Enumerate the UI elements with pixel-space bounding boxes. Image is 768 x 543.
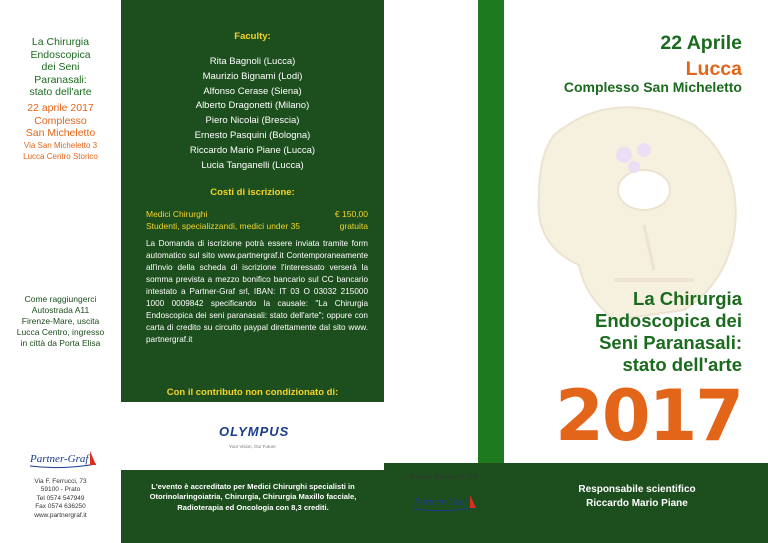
- directions-line: Firenze-Mare, uscita: [21, 316, 100, 326]
- fee-amount: € 150,00: [334, 209, 368, 219]
- fee-amount: gratuita: [339, 221, 368, 231]
- faculty-heading: Faculty:: [234, 31, 271, 42]
- directions-line: Autostrada A11: [31, 305, 90, 315]
- left-title-line: dei Seni: [41, 61, 80, 73]
- address-line: Via San Micheletto 3: [23, 141, 98, 150]
- accreditation-text: L'evento è accreditato per Medici Chirurghi specialisti in Otorinolaringoiatria, Chirurgia, Chirurgia Maxillo facciale, Radioterapia ed Oncologia con 8,3 crediti.: [149, 482, 357, 512]
- left-date-line: San Micheletto: [25, 127, 96, 139]
- left-title-line: Paranasali:: [34, 73, 87, 86]
- faculty-member: Maurizio Bignami (Lodi): [202, 70, 303, 82]
- title-line: La Chirurgia: [633, 288, 742, 309]
- address-line: Lucca Centro Storico: [23, 152, 98, 161]
- sponsor-heading: Con il contributo non condizionato di:: [166, 387, 339, 398]
- contacts: [0, 478, 121, 520]
- event-date: 22 Aprile: [660, 32, 742, 54]
- faculty-member: Lucia Tanganelli (Lucca): [201, 159, 304, 171]
- event-year: 2017: [555, 375, 742, 457]
- middle-panel: [121, 0, 384, 543]
- event-venue: Complesso San Micheletto: [563, 79, 742, 95]
- directions-line: in città da Porta Elisa: [20, 338, 101, 348]
- left-panel: [0, 0, 121, 543]
- fees-heading: Costi di iscrizione:: [210, 187, 295, 198]
- contact-line: Via F. Ferrucci, 73: [34, 478, 87, 485]
- faculty-member: Rita Bagnoli (Lucca): [209, 56, 296, 67]
- contact-line: 59100 - Prato: [40, 486, 81, 494]
- title-line: stato dell'arte: [622, 354, 742, 375]
- provider-number: Provider Standard n° 156: [410, 475, 478, 481]
- left-event-date: [0, 102, 121, 140]
- partner-graf-logo: [412, 492, 478, 514]
- directions-line: Lucca Centro, ingresso: [16, 327, 105, 337]
- left-address: [0, 140, 121, 162]
- olympus-tagline: Your Vision, Our Future: [229, 444, 276, 449]
- left-date-line: 22 aprile 2017: [27, 102, 94, 114]
- fee-row: [146, 221, 368, 231]
- logo-text: Partner-Graf: [30, 453, 89, 465]
- faculty-member: Riccardo Mario Piane (Lucca): [189, 144, 316, 156]
- left-date-line: Complesso: [34, 114, 87, 127]
- olympus-logo: OLYMPUS: [219, 424, 290, 439]
- faculty-member: Alfonso Cerase (Siena): [203, 85, 302, 97]
- fee-label: Studenti, specializzandi, medici under 35: [146, 221, 301, 231]
- scientific-responsible: [506, 483, 768, 511]
- fee-label: Medici Chirurghi: [146, 209, 208, 219]
- registration-instructions: La Domanda di iscrizione potrà essere inviata tramite form automatico sul sito www.partnergraf.it Contemporaneamente all'invio della scheda di iscrizione l'interessato verserà la somma prevista a mezzo bonifico bancario sul CC bancario intestato a Partner-Graf srl, IBAN: IT 03 O 03032 215000 1000 0009842 specificando la causale: "La Chirurgia Endoscopica dei seni paranasali: stato dell'arte"; oppure con carta di credito su circuito paypal direttamente dal sito www. partnergraf.it: [146, 239, 368, 344]
- green-strip: [478, 0, 504, 543]
- left-title-line: La Chirurgia: [31, 36, 90, 48]
- faculty-member: Piero Nicolai (Brescia): [205, 115, 300, 127]
- left-title-line: Endoscopica: [30, 48, 91, 61]
- website-link[interactable]: www.partnergraf.it: [34, 511, 87, 519]
- faculty-member: Alberto Dragonetti (Milano): [195, 100, 310, 112]
- fee-row: [146, 209, 368, 219]
- responsible-heading: Responsabile scientifico: [578, 484, 696, 495]
- directions-line: Come raggiungerci: [24, 294, 97, 304]
- sponsor-box: [121, 402, 384, 470]
- faculty-member: Ernesto Pasquini (Bologna): [194, 129, 311, 141]
- title-line: Seni Paranasali:: [599, 332, 742, 353]
- left-title-line: stato dell'arte: [29, 86, 92, 98]
- contact-line: Tel 0574 547949: [36, 494, 85, 502]
- title-line: Endoscopica dei: [594, 310, 742, 331]
- contact-line: Fax 0574 636250: [35, 503, 86, 511]
- right-panel: [384, 0, 768, 543]
- event-title: [522, 288, 742, 376]
- event-city: Lucca: [685, 58, 742, 80]
- logo-text: Partner-Graf: [414, 497, 468, 508]
- responsible-name: Riccardo Mario Piane: [586, 498, 688, 509]
- left-event-title: [0, 36, 121, 99]
- directions: [0, 294, 121, 349]
- faculty-list: [121, 55, 384, 173]
- partner-graf-logo: [28, 447, 98, 471]
